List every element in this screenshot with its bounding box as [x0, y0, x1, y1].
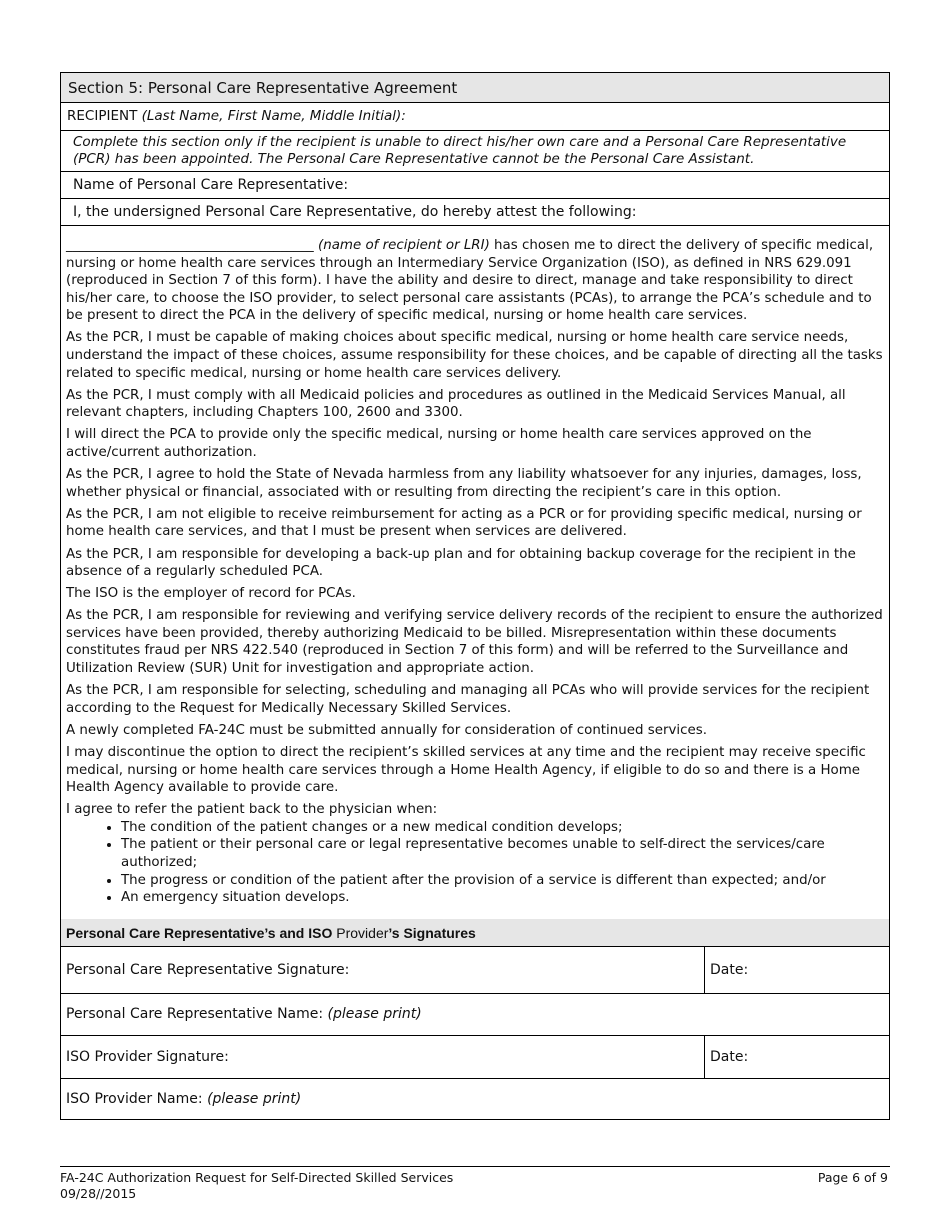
signatures-header [61, 919, 889, 947]
please-print-hint: (please print) [207, 1090, 302, 1107]
section-title: Section 5: Personal Care Representative Agreement [61, 73, 889, 103]
pcr-name-label: Name of Personal Care Representative: [73, 177, 349, 193]
agreement-paragraph: A newly completed FA-24C must be submitted annually for consideration of continued services. [66, 722, 707, 738]
recipient-field[interactable] [61, 103, 889, 131]
signatures-header-part2: Provider [336, 924, 389, 941]
pcr-name-row [61, 994, 889, 1036]
signatures-header-part1: Personal Care Representative’s and ISO [66, 924, 337, 941]
iso-date-field[interactable] [704, 1036, 889, 1078]
form-title: FA-24C Authorization Request for Self-Directed Skilled Services [60, 1170, 454, 1185]
agreement-paragraph: The ISO is the employer of record for PCAs. [66, 586, 356, 602]
iso-signature-label: ISO Provider Signature: [66, 1048, 229, 1065]
agreement-paragraph: As the PCR, I must comply with all Medicaid policies and procedures as outlined in the Medicaid Services Manual, all relevant chapters, including Chapters 100, 2600 and 3300. [66, 387, 846, 421]
iso-print-name-field[interactable] [61, 1079, 889, 1119]
instruction-text: Complete this section only if the recipient is unable to direct his/her own care and a Personal Care Representative (PCR) has been appointed. The Personal Care Representative cannot be the Personal Care Assistant. [61, 131, 889, 172]
iso-print-name-label: ISO Provider Name: [66, 1090, 203, 1107]
date-label: Date: [710, 1048, 749, 1065]
blank-hint: (name of recipient or LRI) [318, 238, 490, 253]
refer-intro: I agree to refer the patient back to the physician when: [66, 802, 438, 818]
agreement-paragraph: As the PCR, I am not eligible to receive reimbursement for acting as a PCR or for providing specific medical, nursing or home health care services, and that I must be present when services are delivered. [66, 506, 862, 540]
list-item: • The progress or condition of the patient after the provision of a service is different than expected; and/or [121, 872, 883, 890]
pcr-name-field[interactable] [61, 172, 889, 199]
pcr-date-field[interactable] [704, 947, 889, 993]
paragraph-1-text: has chosen me to direct the delivery of specific medical, nursing or home health care services through an Intermediary Service Organization (ISO), as defined in NRS 629.091 (reproduced in Section 7 of this form). I have the ability and desire to direct, manage and take responsibility to direct his/her care, to choose the ISO provider, to select personal care assistants (PCAs), to arrange the PCA’s schedule and to be present to direct the PCA in the delivery of specific medical, nursing or home health care services. [66, 238, 874, 324]
list-item: • An emergency situation develops. [121, 889, 883, 907]
agreement-body [61, 226, 889, 919]
page-number: Page 6 of 9 [817, 1170, 888, 1185]
pcr-print-name-label: Personal Care Representative Name: [66, 1006, 324, 1023]
iso-name-row [61, 1079, 889, 1119]
pcr-agreement-form [60, 72, 890, 1120]
signatures-header-part3: ’s Signatures [388, 924, 476, 941]
pcr-signature-row [61, 947, 889, 994]
date-label: Date: [710, 961, 749, 978]
attest-statement: I, the undersigned Personal Care Representative, do hereby attest the following: [61, 199, 889, 226]
page-footer [60, 1170, 890, 1202]
agreement-paragraph: As the PCR, I am responsible for developing a back-up plan and for obtaining backup coverage for the recipient in the absence of a regularly scheduled PCA. [66, 546, 856, 580]
agreement-paragraph: I will direct the PCA to provide only the specific medical, nursing or home health care services approved on the active/current authorization. [66, 427, 812, 461]
recipient-hint: (Last Name, First Name, Middle Initial): [141, 108, 406, 124]
iso-signature-row [61, 1036, 889, 1079]
agreement-paragraph: I may discontinue the option to direct the recipient’s skilled services at any time and the recipient may receive specific medical, nursing or home health care services through a Home Health Agency, if eligible to do so and there is a Home Health Agency available to provide care. [66, 744, 866, 796]
recipient-name-blank[interactable]: _____________________________________ [66, 238, 314, 253]
pcr-print-name-field[interactable] [61, 994, 889, 1035]
agreement-paragraph: As the PCR, I am responsible for selecting, scheduling and managing all PCAs who will provide services for the recipient according to the Request for Medically Necessary Skilled Services. [66, 683, 870, 716]
agreement-paragraph: As the PCR, I must be capable of making choices about specific medical, nursing or home health care service needs, understand the impact of these choices, assume responsibility for these choices, and be capable of directing all the tasks related to specific medical, nursing or home health care services delivery. [66, 330, 883, 381]
form-date: 09/28//2015 [60, 1186, 137, 1201]
pcr-signature-label: Personal Care Representative Signature: [66, 961, 350, 978]
please-print-hint: (please print) [327, 1006, 422, 1023]
list-item: • The condition of the patient changes or a new medical condition develops; [121, 819, 883, 837]
recipient-label: RECIPIENT [67, 108, 142, 124]
refer-conditions-list [66, 819, 883, 907]
pcr-signature-field[interactable] [61, 947, 704, 993]
footer-divider [60, 1166, 890, 1167]
agreement-paragraph-1 [66, 237, 883, 325]
iso-signature-field[interactable] [61, 1036, 704, 1078]
agreement-paragraph: As the PCR, I agree to hold the State of Nevada harmless from any liability whatsoever for any injuries, damages, loss, whether physical or financial, associated with or resulting from directing the recipient’s care in this option. [66, 467, 862, 500]
agreement-paragraph: As the PCR, I am responsible for reviewing and verifying service delivery records of the recipient to ensure the authorized services have been provided, thereby authorizing Medicaid to be billed. Misrepresentation within these documents constitutes fraud per NRS 422.540 (reproduced in Section 7 of this form) and will be referred to the Surveillance and Utilization Review (SUR) Unit for investigation and appropriate action. [66, 608, 883, 677]
list-item: • The patient or their personal care or legal representative becomes unable to self-direct the services/care authorized; [121, 836, 883, 871]
